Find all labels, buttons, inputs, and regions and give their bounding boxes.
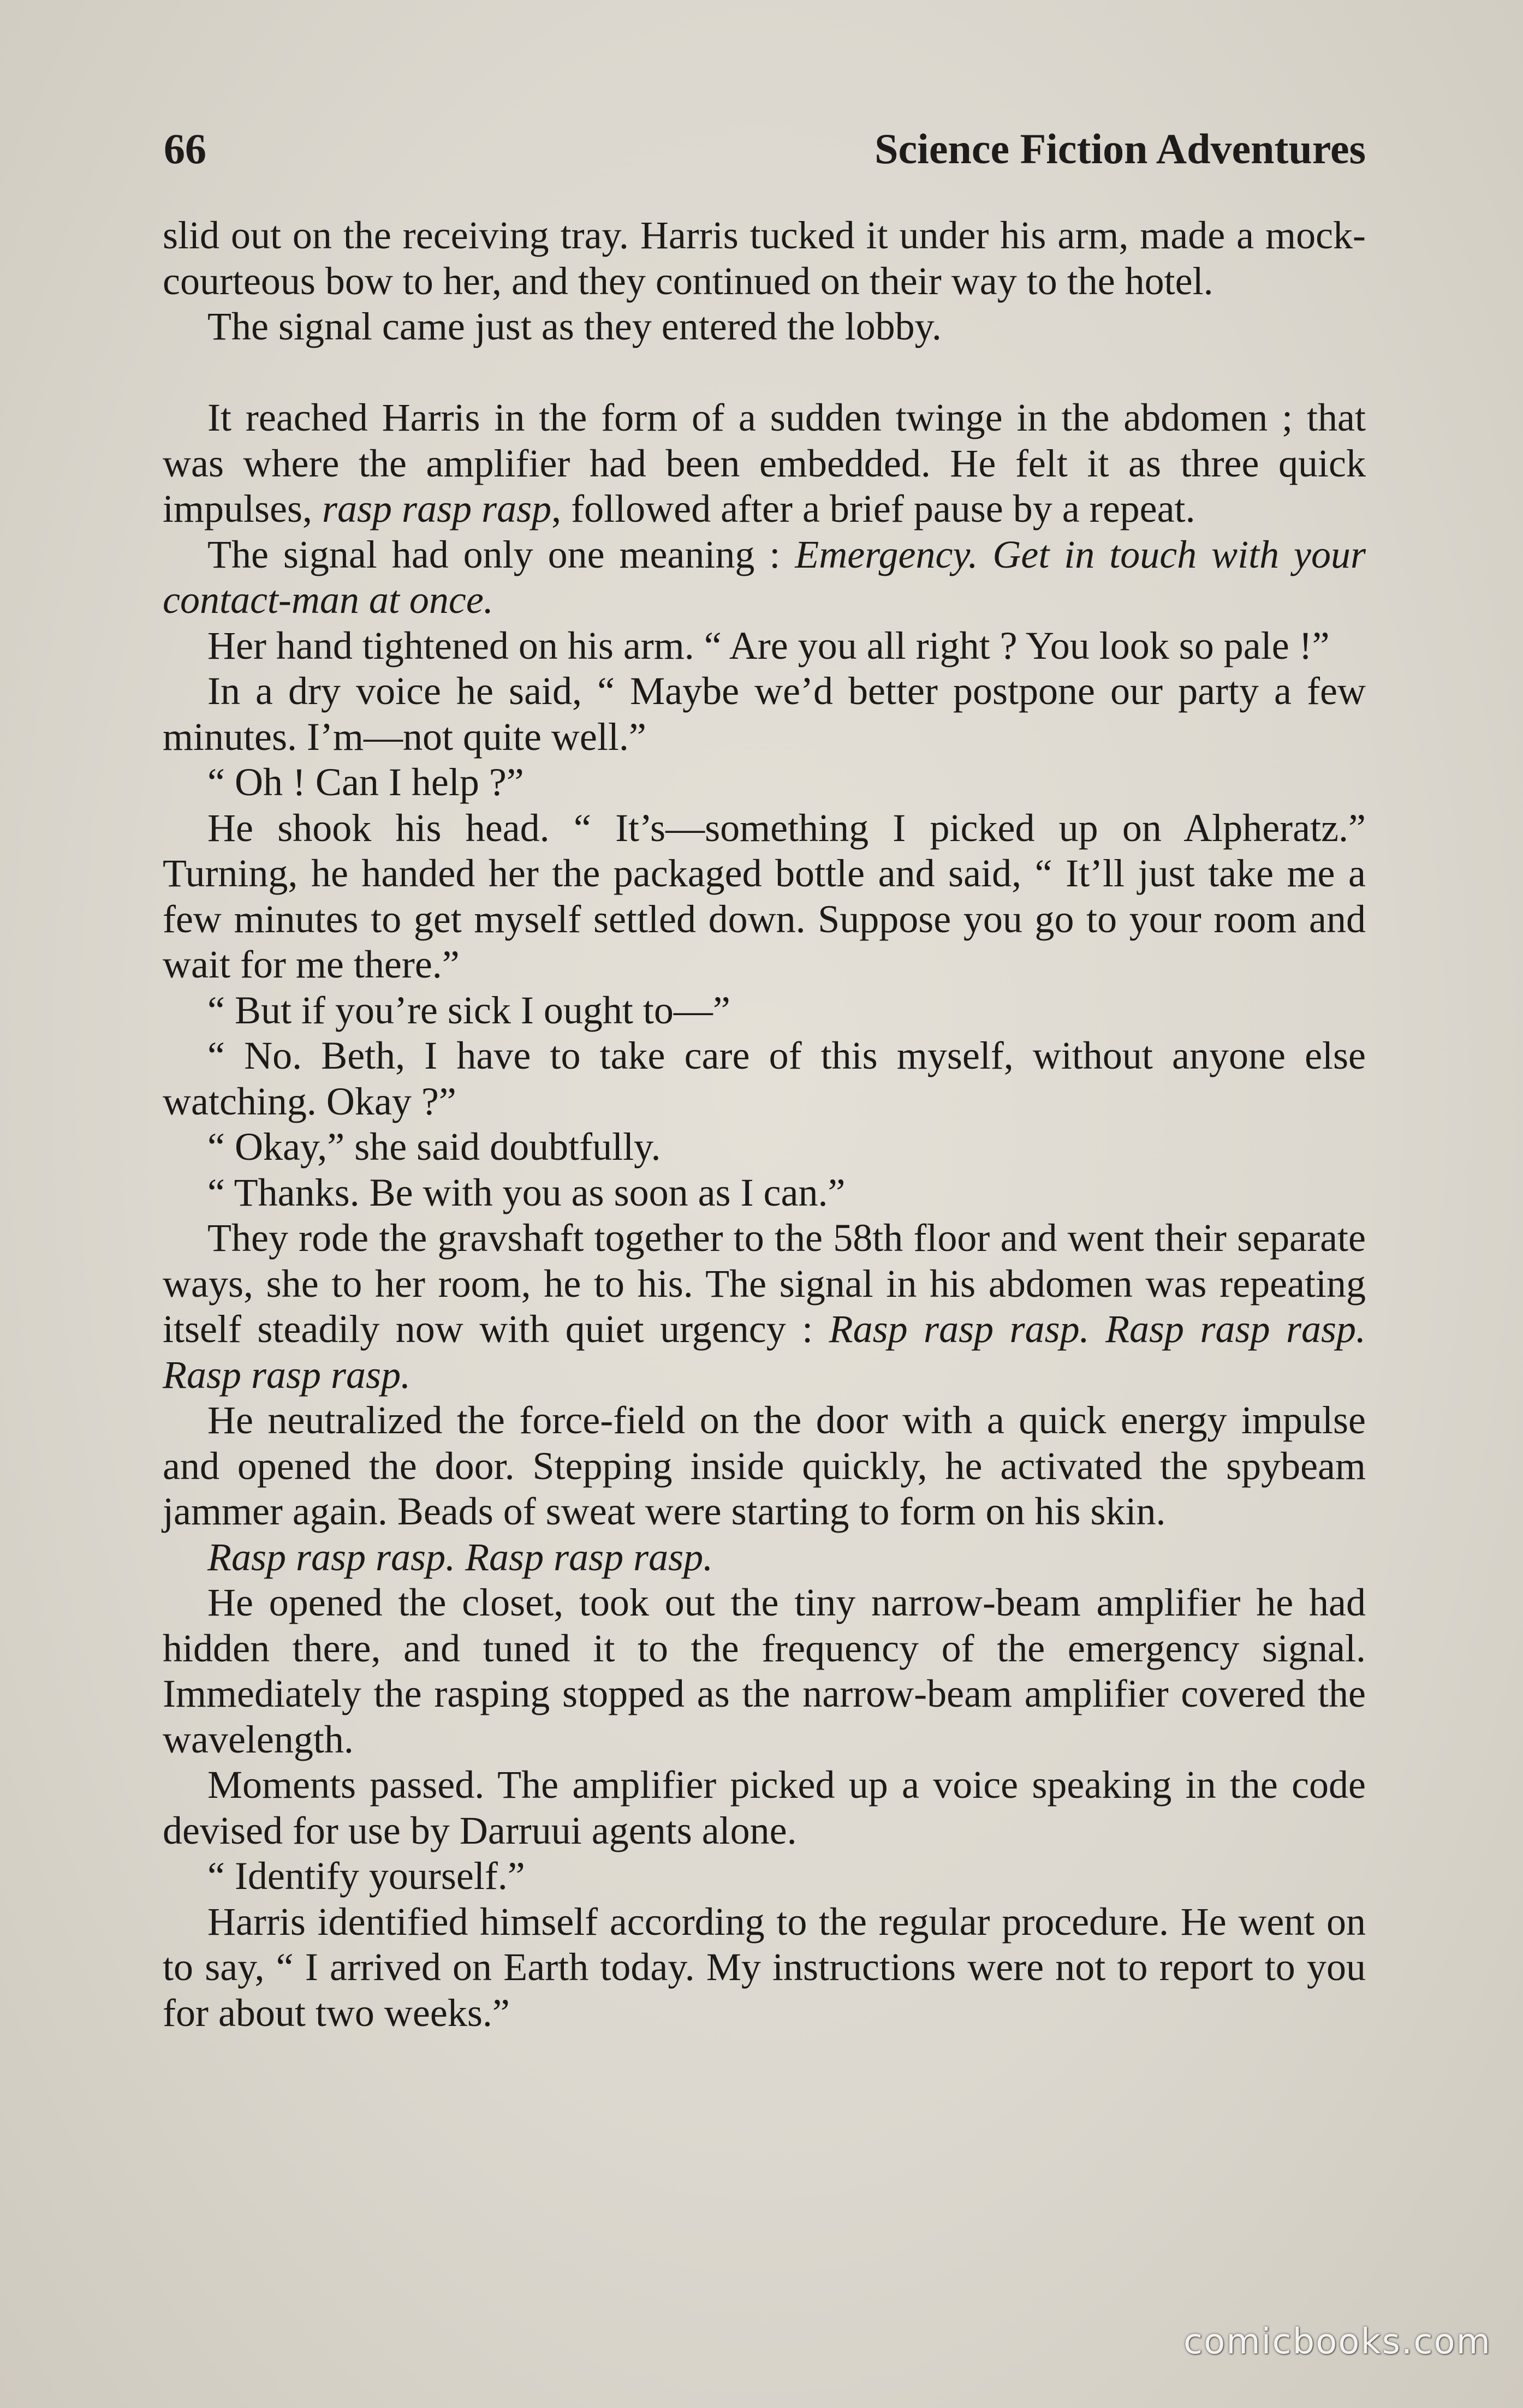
paragraph-4: The signal had only one meaning : Emergency. Get in touch with your contact-man at once. [163,532,1366,622]
paragraph-17: Moments passed. The amplifier picked up a voice speaking in the code devised for use by Darruui agents alone. [163,1763,1366,1852]
paragraph-18: “ Identify yourself.” [207,1854,525,1898]
paragraph-9: “ But if you’re sick I ought to—” [207,988,730,1032]
paragraph-11: “ Okay,” she said doubtfully. [207,1125,661,1169]
paragraph-10: “ No. Beth, I have to take care of this myself, without anyone else watching. Okay ?” [163,1034,1366,1123]
paragraph-6: In a dry voice he said, “ Maybe we’d better postpone our party a few minutes. I’m—not quite well.” [163,669,1366,759]
paragraph-16: He opened the closet, took out the tiny narrow-beam amplifier he had hidden there, and tuned it to the frequency of the emergency signal. Immediately the rasping stopped as the narrow-beam amplifier covered the wavelength. [163,1581,1366,1761]
page-number: 66 [164,125,206,172]
page-header [164,124,1366,174]
body-text [163,213,1366,2036]
watermark: comicbooks.com [1183,2322,1491,2362]
paragraph-7: “ Oh ! Can I help ?” [207,760,524,804]
paragraph-19: Harris identified himself according to the regular procedure. He went on to say, “ I arrived on Earth today. My instructions were not to report to you for about two weeks.” [163,1899,1366,2035]
paragraph-12: “ Thanks. Be with you as soon as I can.” [207,1170,846,1214]
paragraph-14: He neutralized the force-field on the door with a quick energy impulse and opened the door. Stepping inside quickly, he activated the spybeam jammer again. Beads of sweat were starting to form on his skin. [163,1398,1366,1533]
paragraph-5: Her hand tightened on his arm. “ Are you all right ? You look so pale !” [207,623,1330,667]
running-title: Science Fiction Adventures [874,125,1366,172]
paragraph-8: He shook his head. “ It’s—something I picked up on Alpheratz.” Turning, he handed her the packaged bottle and said, “ It’ll just take me a few minutes to get myself settled down. Suppose you go to your room and wait for me there.” [163,806,1366,986]
paragraph-15: Rasp rasp rasp. Rasp rasp rasp. [207,1535,713,1579]
paragraph-3: It reached Harris in the form of a sudden twinge in the abdomen ; that was where the amplifier had been embedded. He felt it as three quick impulses, rasp rasp rasp, followed after a brief pause by a repeat. [163,396,1366,531]
paragraph-2: The signal came just as they entered the lobby. [207,305,942,348]
paragraph-13: They rode the gravshaft together to the 58th floor and went their separate ways, she to her room, he to his. The signal in his abdomen was repeating itself steadily now with quiet urgency : Rasp rasp rasp. Rasp rasp rasp. Rasp rasp rasp. [163,1216,1366,1397]
paragraph-1: slid out on the receiving tray. Harris tucked it under his arm, made a mock-courteous bow to her, and they continued on their way to the hotel. [163,213,1366,303]
